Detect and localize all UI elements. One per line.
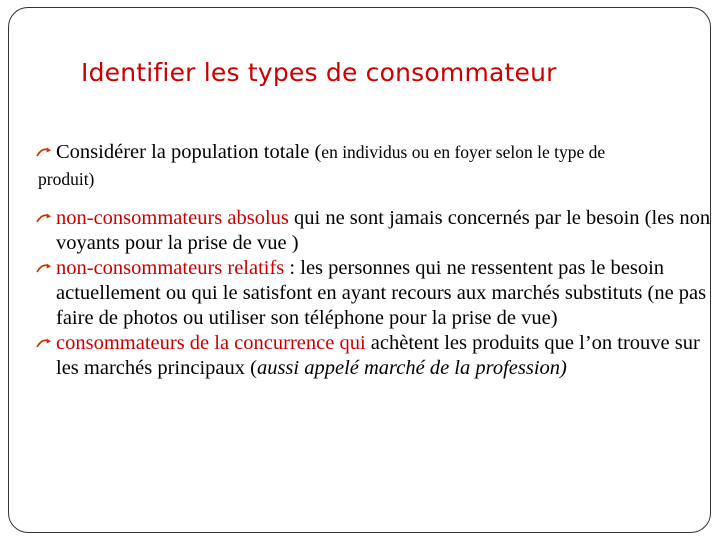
bullet-1-small-text: en individus ou en foyer selon le type de — [321, 142, 606, 162]
bullet-1-text: Considérer la population totale ( — [56, 141, 322, 163]
slide-title: Identifier les types de consommateur — [81, 58, 557, 87]
bullet-4-italic-text: aussi appelé marché de la profession) — [256, 357, 567, 379]
bullet-item — [36, 206, 712, 256]
curved-arrow-bullet-icon — [36, 337, 54, 349]
curved-arrow-bullet-icon — [36, 146, 54, 158]
bullet-2-text: qui ne sont jamais concernés par le besoin (les non voyants pour la prise de vue ) — [56, 207, 711, 254]
bullet-4-text: achètent les produits que l’on trouve sur les marchés principaux ( — [56, 332, 700, 379]
bullet-3-text: : les personnes qui ne ressentent pas le besoin actuellement ou qui le satisfont en ayant recours aux marchés substituts (ne pas faire de photos ou utiliser son téléphone pour la prise de vue) — [56, 257, 707, 329]
curved-arrow-bullet-icon — [36, 212, 54, 224]
bullet-item — [36, 140, 712, 192]
bullet-item — [36, 256, 712, 331]
bullet-4-highlight: consommateurs de la concurrence qui — [56, 332, 366, 354]
bullet-3-highlight: non-consommateurs relatifs — [56, 257, 285, 279]
bullet-item — [36, 331, 712, 381]
bullet-list — [36, 140, 712, 381]
curved-arrow-bullet-icon — [36, 262, 54, 274]
bullet-2-highlight: non-consommateurs absolus — [56, 207, 289, 229]
bullet-1-small-continuation: produit) — [38, 169, 95, 189]
